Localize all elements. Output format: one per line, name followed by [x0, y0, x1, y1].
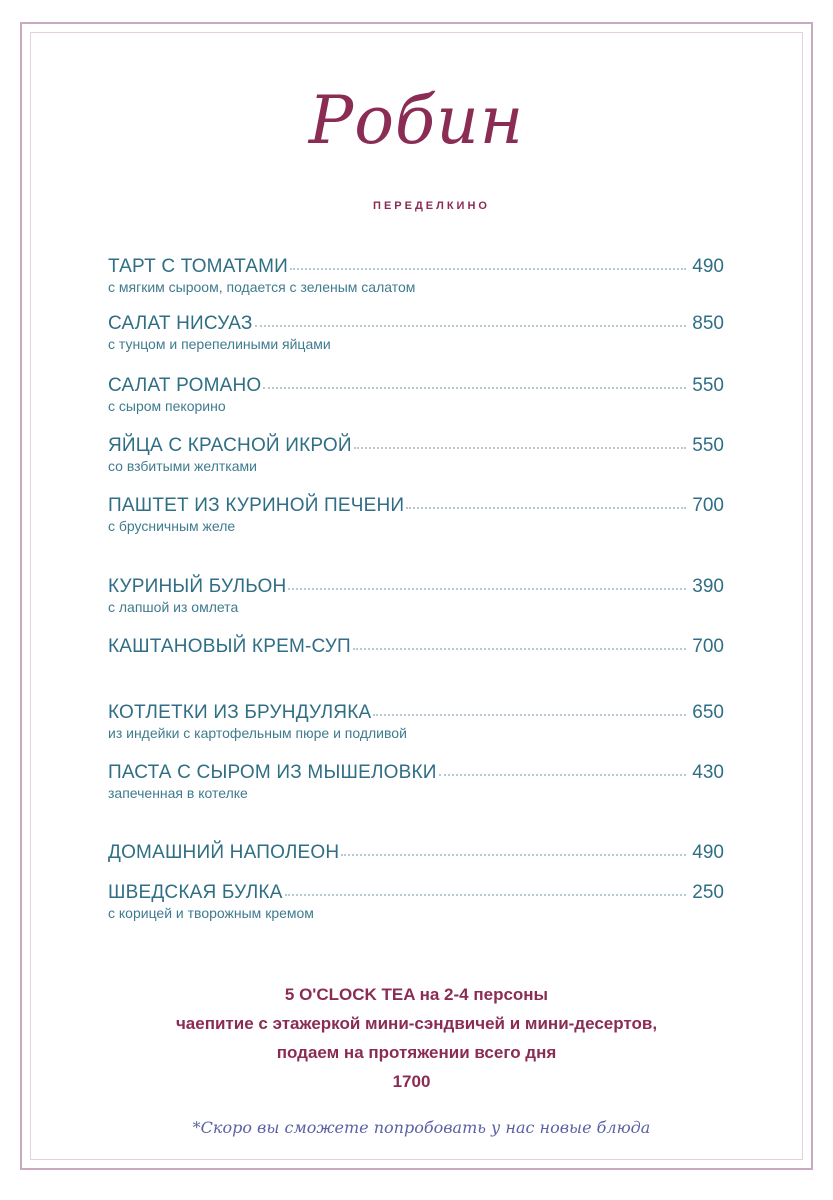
- item-description: с брусничным желе: [108, 518, 236, 534]
- dot-leader: [290, 268, 686, 270]
- item-name: КУРИНЫЙ БУЛЬОН: [108, 576, 287, 597]
- menu-item: [108, 702, 724, 741]
- dot-leader: [406, 507, 686, 509]
- item-description: с лапшой из омлета: [108, 599, 239, 615]
- menu-item: [108, 882, 724, 921]
- menu-item: [108, 313, 724, 352]
- item-name: ПАШТЕТ ИЗ КУРИНОЙ ПЕЧЕНИ: [108, 495, 405, 516]
- item-name: ТАРТ С ТОМАТАМИ: [108, 256, 289, 277]
- item-description: с мягким сыроом, подается с зеленым салатом: [108, 279, 416, 295]
- menu-item: [108, 375, 724, 414]
- item-price: 650: [692, 702, 724, 723]
- item-price: 850: [692, 313, 724, 334]
- item-description: из индейки с картофельным пюре и подливой: [108, 725, 407, 741]
- dot-leader: [341, 854, 686, 856]
- item-price: 700: [692, 495, 724, 516]
- tea-price: 1700: [392, 1072, 431, 1091]
- menu-item: [108, 842, 724, 865]
- item-name: САЛАТ НИСУАЗ: [108, 313, 253, 334]
- item-name: САЛАТ РОМАНО: [108, 375, 262, 396]
- tea-title: 5 O'CLOCK TEA на 2-4 персоны: [284, 985, 549, 1004]
- dot-leader: [285, 894, 687, 896]
- item-price: 550: [692, 435, 724, 456]
- dot-leader: [288, 588, 686, 590]
- item-name: КОТЛЕТКИ ИЗ БРУНДУЛЯКА: [108, 702, 372, 723]
- menu-item: [108, 576, 724, 615]
- tea-offer: [0, 980, 833, 1096]
- tea-availability: подаем на протяжении всего дня: [276, 1043, 557, 1062]
- item-description: со взбитыми желтками: [108, 458, 257, 474]
- item-name: ПАСТА С СЫРОМ ИЗ МЫШЕЛОВКИ: [108, 762, 437, 783]
- item-name: КАШТАНОВЫЙ КРЕМ-СУП: [108, 636, 351, 657]
- item-price: 430: [692, 762, 724, 783]
- item-description: с сыром пекорино: [108, 398, 226, 414]
- item-price: 390: [692, 576, 724, 597]
- dot-leader: [255, 325, 687, 327]
- item-price: 550: [692, 375, 724, 396]
- menu-item: [108, 762, 724, 801]
- item-name: ЯЙЦА С КРАСНОЙ ИКРОЙ: [108, 435, 352, 456]
- menu-item: [108, 636, 724, 659]
- tea-description: чаепитие с этажеркой мини-сэндвичей и мини-десертов,: [175, 1014, 658, 1033]
- restaurant-logo: Робин: [308, 82, 525, 159]
- menu-item: [108, 495, 724, 534]
- dot-leader: [353, 648, 686, 650]
- item-price: 490: [692, 256, 724, 277]
- footnote: *Скоро вы сможете попробовать у нас новые блюда: [192, 1118, 651, 1137]
- item-description: с тунцом и перепелиными яйцами: [108, 336, 331, 352]
- location-subtitle: ПЕРЕДЕЛКИНО: [373, 200, 490, 212]
- menu-item: [108, 256, 724, 295]
- menu-item: [108, 435, 724, 474]
- item-description: запеченная в котелке: [108, 785, 248, 801]
- item-price: 700: [692, 636, 724, 657]
- dot-leader: [354, 447, 687, 449]
- dot-leader: [263, 387, 686, 389]
- item-name: ШВЕДСКАЯ БУЛКА: [108, 882, 283, 903]
- item-description: с корицей и творожным кремом: [108, 905, 314, 921]
- dot-leader: [439, 774, 687, 776]
- item-name: ДОМАШНИЙ НАПОЛЕОН: [108, 842, 340, 863]
- dot-leader: [373, 714, 686, 716]
- item-price: 490: [692, 842, 724, 863]
- item-price: 250: [692, 882, 724, 903]
